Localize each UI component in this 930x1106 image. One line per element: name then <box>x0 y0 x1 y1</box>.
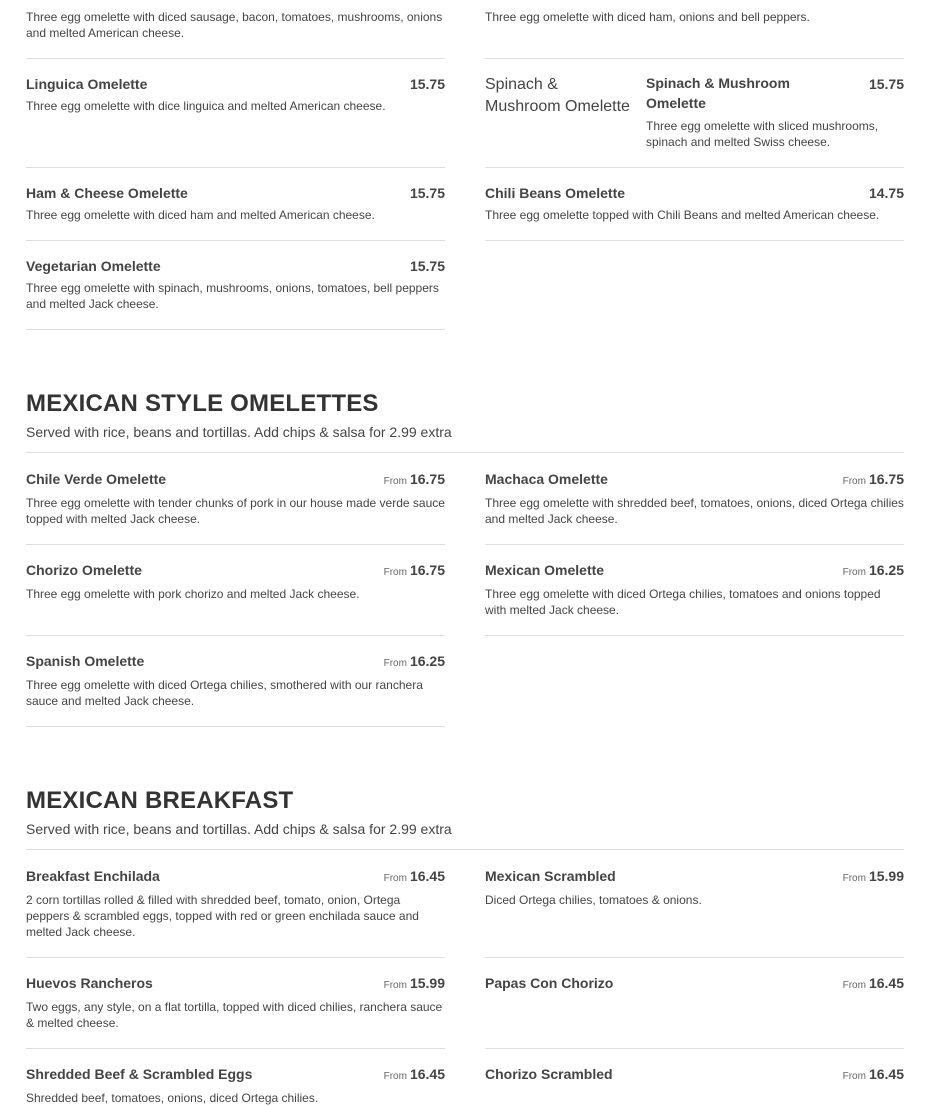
item-name: Chorizo Omelette <box>26 562 142 578</box>
from-label: From <box>842 980 866 991</box>
item-description: Three egg omelette with dice linguica and melted American cheese. <box>26 99 386 113</box>
from-label: From <box>383 476 407 487</box>
item-description: Three egg omelette with diced sausage, bacon, tomatoes, mushrooms, onions and melted American cheese. <box>26 10 443 40</box>
item-name: Breakfast Enchilada <box>26 868 160 884</box>
section-title: MEXICAN BREAKFAST <box>26 787 294 814</box>
menu-item[interactable] <box>26 958 445 1049</box>
item-name: Vegetarian Omelette <box>26 258 161 274</box>
item-name: Chorizo Scrambled <box>485 1066 613 1082</box>
item-name: Shredded Beef & Scrambled Eggs <box>26 1066 253 1082</box>
item-price: 14.75 <box>868 185 904 201</box>
menu-item[interactable] <box>485 958 904 1049</box>
item-name: Machaca Omelette <box>485 471 608 487</box>
item-description: Three egg omelette with sliced mushrooms, spinach and melted Swiss cheese. <box>646 119 879 149</box>
from-label: From <box>383 567 407 578</box>
item-name: Linguica Omelette <box>26 76 148 92</box>
item-description: 2 corn tortillas rolled & filled with shredded beef, tomato, onion, Ortega peppers & scrambled eggs, topped with red or green enchilada sauce and melted Jack cheese. <box>26 893 419 939</box>
section-subtitle: Served with rice, beans and tortillas. Add chips & salsa for 2.99 extra <box>26 424 452 440</box>
menu-item[interactable] <box>485 545 904 636</box>
menu-item[interactable] <box>26 453 445 545</box>
item-description: Diced Ortega chilies, tomatoes & onions. <box>485 893 702 907</box>
item-price: From 16.45 <box>842 975 904 991</box>
item-price: From 16.25 <box>383 653 445 669</box>
item-name: Chili Beans Omelette <box>485 185 626 201</box>
menu-item[interactable] <box>26 545 445 636</box>
item-price: 15.75 <box>868 76 904 92</box>
item-description: Three egg omelette with tender chunks of pork in our house made verde sauce topped with melted Jack cheese. <box>26 496 445 526</box>
item-description: Three egg omelette with shredded beef, tomatoes, onions, diced Ortega chilies and melted Jack cheese. <box>485 496 904 526</box>
from-label: From <box>842 873 866 884</box>
item-price: From 16.45 <box>383 868 445 884</box>
item-description: Three egg omelette with diced ham, onions and bell peppers. <box>485 10 810 24</box>
from-label: From <box>383 658 407 669</box>
item-price: From 16.45 <box>842 1066 904 1082</box>
menu-item[interactable] <box>485 453 904 545</box>
item-name: Mexican Scrambled <box>485 868 616 884</box>
item-description: Shredded beef, tomatoes, onions, diced Ortega chilies. <box>26 1091 319 1105</box>
item-price: 15.75 <box>409 185 445 201</box>
item-image[interactable]: Spinach & Mushroom Omelette <box>485 76 630 115</box>
menu-item[interactable] <box>26 59 445 168</box>
from-label: From <box>383 980 407 991</box>
item-description: Three egg omelette topped with Chili Beans and melted American cheese. <box>485 208 880 222</box>
item-name: Ham & Cheese Omelette <box>26 185 188 201</box>
item-price: From 16.75 <box>842 471 904 487</box>
item-name: Huevos Rancheros <box>26 975 153 991</box>
section-subtitle: Served with rice, beans and tortillas. Add chips & salsa for 2.99 extra <box>26 821 452 837</box>
item-name: Spinach & Mushroom Omelette <box>646 75 790 111</box>
item-description: Three egg omelette with diced Ortega chilies, tomatoes and onions topped with melted Jack cheese. <box>485 587 881 617</box>
item-price: From 15.99 <box>842 868 904 884</box>
from-label: From <box>383 873 407 884</box>
item-price: From 16.75 <box>383 562 445 578</box>
item-name: Mexican Omelette <box>485 562 605 578</box>
item-name: Spanish Omelette <box>26 653 145 669</box>
menu-item[interactable] <box>26 168 445 241</box>
item-price: From 16.75 <box>383 471 445 487</box>
menu-item[interactable] <box>485 0 904 59</box>
from-label: From <box>842 567 866 578</box>
menu-item[interactable] <box>485 1049 904 1101</box>
item-price: 15.75 <box>409 258 445 274</box>
from-label: From <box>842 1071 866 1082</box>
item-description: Two eggs, any style, on a flat tortilla, topped with diced chilies, ranchera sauce & melted cheese. <box>26 1000 443 1030</box>
section-title: MEXICAN STYLE OMELETTES <box>26 390 379 417</box>
item-name: Papas Con Chorizo <box>485 975 614 991</box>
item-price: From 16.25 <box>842 562 904 578</box>
menu-item[interactable] <box>26 850 445 958</box>
menu-item[interactable] <box>26 636 445 727</box>
from-label: From <box>842 476 866 487</box>
item-price: From 16.45 <box>383 1066 445 1082</box>
item-description: Three egg omelette with spinach, mushrooms, onions, tomatoes, bell peppers and melted Jack cheese. <box>26 281 439 311</box>
item-name: Chile Verde Omelette <box>26 471 167 487</box>
from-label: From <box>383 1071 407 1082</box>
menu-item[interactable] <box>485 850 904 958</box>
menu-item[interactable] <box>26 1049 445 1105</box>
menu-item[interactable] <box>26 0 445 59</box>
menu-item[interactable] <box>485 168 904 241</box>
menu-item[interactable] <box>485 59 904 168</box>
menu-item[interactable] <box>26 241 445 330</box>
item-description: Three egg omelette with pork chorizo and melted Jack cheese. <box>26 587 360 601</box>
item-description: Three egg omelette with diced Ortega chilies, smothered with our ranchera sauce and melted Jack cheese. <box>26 678 423 708</box>
item-price: 15.75 <box>409 76 445 92</box>
item-price: From 15.99 <box>383 975 445 991</box>
item-description: Three egg omelette with diced ham and melted American cheese. <box>26 208 375 222</box>
